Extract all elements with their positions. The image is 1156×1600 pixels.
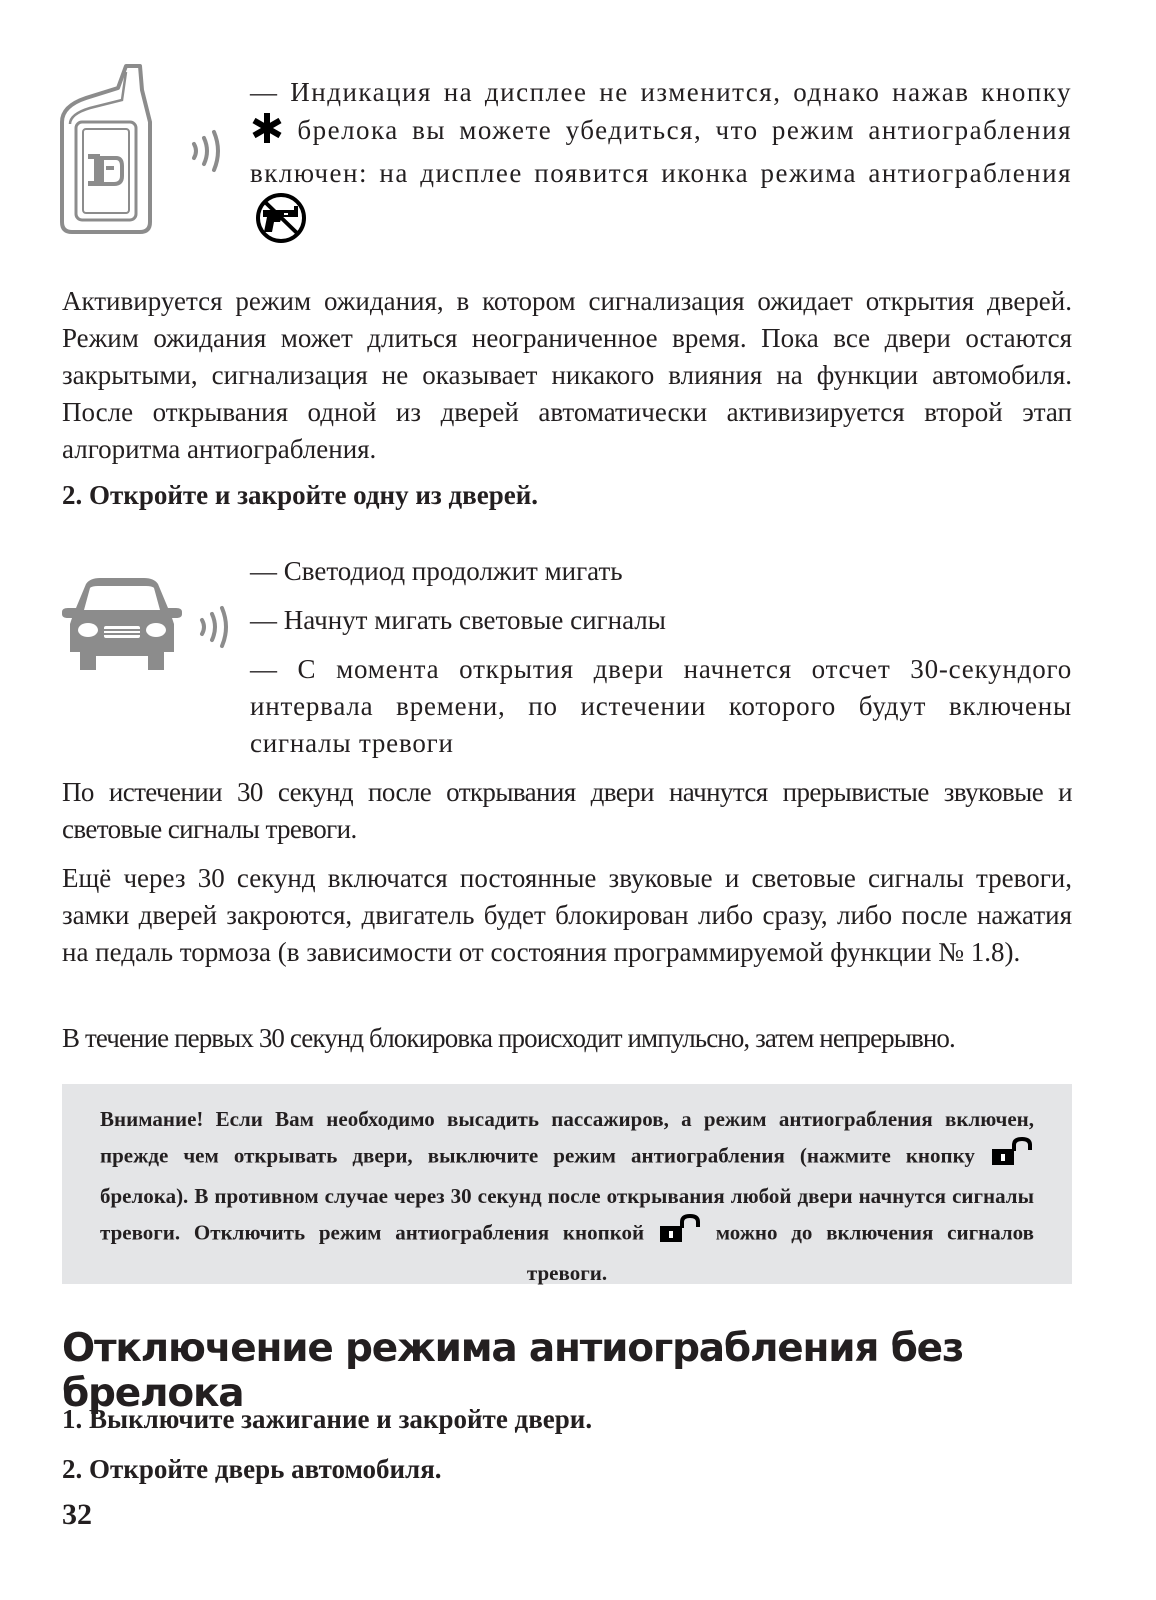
signal-waves-icon: [186, 128, 226, 174]
step-open-door: 2. Откройте дверь автомобиля.: [62, 1454, 442, 1484]
paragraph-after-30s: По истечении 30 секунд после открывания двери начнутся прерывистые звуковые и световые сигналы тревоги.: [62, 777, 1072, 844]
car-signal-waves-icon: [194, 604, 234, 650]
fob-note-middle: брелока вы можете убедиться, что режим антиограбления включен: на дисплее появится иконка режима антиограбления: [250, 115, 1073, 188]
car-item-lights: — Начнут мигать световые сигналы: [250, 605, 666, 635]
section-title: Отключение режима антиограбления без брелока: [62, 1326, 964, 1416]
note-part-3: можно до включения сигналов тревоги.: [526, 1220, 1034, 1285]
fob-note-prefix: — Индикация на дисплее не изменится, однако нажав кнопку: [250, 77, 1072, 107]
step-open-close-door: 2. Откройте и закройте одну из дверей.: [62, 480, 539, 510]
note-part-2: брелока). В противном случае через 30 секунд после открывания любой двери начнутся сигналы тревоги. Отключить режим антиограбления кнопкой: [100, 1184, 1034, 1245]
key-fob-icon: [56, 62, 156, 237]
paragraph-after-60s: Ещё через 30 секунд включатся постоянные звуковые и световые сигналы тревоги, замки дверей закроются, двигатель будет блокирован либо сразу, либо после нажатия на педаль тормоза (в зависимости от состояния программируемой функции № 1.8).: [62, 863, 1072, 967]
page-number: 32: [62, 1498, 92, 1531]
step-ignition-off: 1. Выключите зажигание и закройте двери.: [62, 1404, 593, 1434]
standby-paragraph: Активируется режим ожидания, в котором сигнализация ожидает открытия дверей. Режим ожидания может длиться неограниченное время. Пока все двери остаются закрытыми, сигнализация не оказывает никакого влияния на функции автомобиля. После открывания одной из дверей автоматически активизируется второй этап алгоритма антиограбления.: [62, 286, 1072, 464]
car-item-led: — Светодиод продолжит мигать: [250, 556, 623, 586]
fob-display-note: [250, 74, 1072, 254]
unlock-button-icon: [990, 1137, 1034, 1178]
asterisk-button-icon: [250, 111, 284, 155]
car-icon: [60, 578, 184, 672]
paragraph-blocking: В течение первых 30 секунд блокировка происходит импульсно, затем непрерывно.: [62, 1023, 955, 1053]
unlock-button-icon-2: [658, 1214, 702, 1255]
note-part-1: Внимание! Если Вам необходимо высадить пассажиров, а режим антиограбления включен, прежде чем открывать двери, выключите режим антиограбления (нажмите кнопку: [100, 1107, 1034, 1168]
antirobbery-mode-icon: [250, 192, 312, 254]
warning-note-text: [100, 1101, 1034, 1291]
car-item-countdown: — С момента открытия двери начнется отсчет 30-секундого интервала времени, по истечении которого будут включены сигналы тревоги: [250, 654, 1072, 758]
